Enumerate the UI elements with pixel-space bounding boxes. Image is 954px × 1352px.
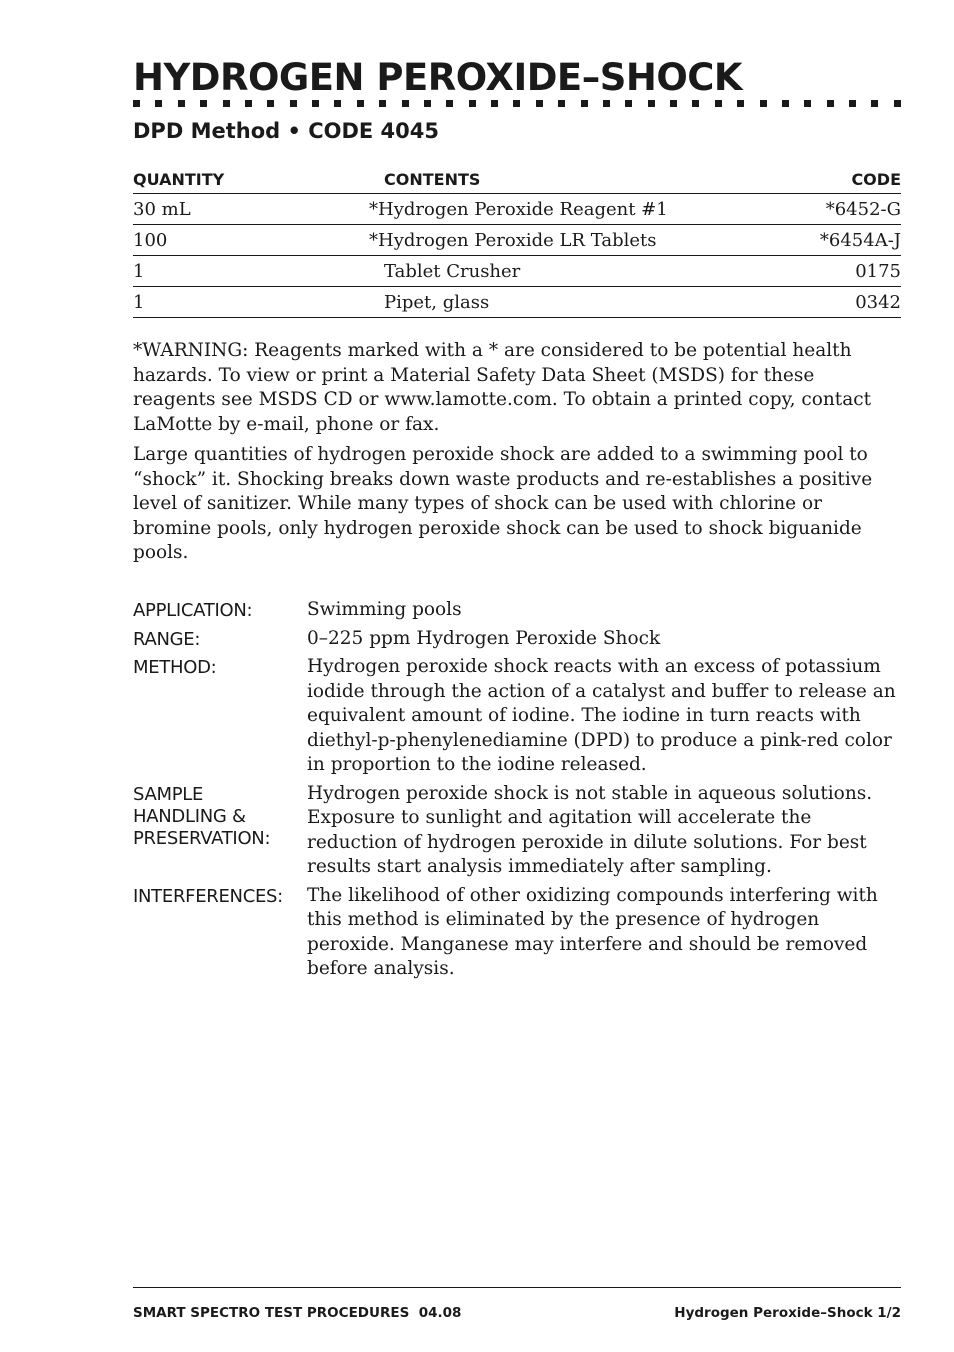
table-row [133,194,901,225]
spec-range [133,627,901,652]
spec-label: APPLICATION: [133,600,253,621]
spec-sample-handling [133,782,901,880]
cell-code: 0175 [744,256,901,287]
header-quantity: QUANTITY [133,168,369,194]
spec-method [133,655,901,778]
page-title: HYDROGEN PEROXIDE–SHOCK [133,56,743,99]
spec-text: Swimming pools [307,599,462,620]
spec-label [133,782,307,880]
spec-label: INTERFERENCES: [133,885,283,907]
cell-quantity: 1 [133,256,369,287]
spec-list [133,598,901,986]
cell-code: *6452-G [744,194,901,225]
footer-page-label: Hydrogen Peroxide–Shock 1/2 [674,1305,901,1321]
cell-contents: *Hydrogen Peroxide Reagent #1 [369,194,744,225]
table-row [133,287,901,318]
cell-quantity: 30 mL [133,194,369,225]
dotted-divider [133,100,901,108]
cell-contents: Tablet Crusher [369,256,744,287]
spec-interferences [133,884,901,982]
header-code: CODE [744,168,901,194]
header-contents: CONTENTS [369,168,744,194]
table-header-row [133,168,901,194]
cell-quantity: 1 [133,287,369,318]
spec-application [133,598,901,623]
cell-contents: *Hydrogen Peroxide LR Tablets [369,225,744,256]
spec-text: 0–225 ppm Hydrogen Peroxide Shock [307,627,661,649]
footer-publication: SMART SPECTRO TEST PROCEDURES 04.08 [133,1305,462,1321]
table-row [133,256,901,287]
spec-label: METHOD: [133,657,217,678]
warning-paragraph: *WARNING: Reagents marked with a * are considered to be potential health hazards. To view or print a Material Safety Data Sheet (MSDS) for these reagents see MSDS CD or www.lamotte.com. To obtain a printed copy, contact LaMotte by e-mail, phone or fax. [133,340,872,435]
footer-divider [133,1287,901,1288]
document-page [133,0,901,1352]
spec-label: RANGE: [133,628,201,650]
table-row [133,225,901,256]
spec-label-line: PRESERVATION: [133,827,271,849]
intro-paragraph: Large quantities of hydrogen peroxide shock are added to a swimming pool to “shock” it. Shocking breaks down waste products and re-establishes a positive level of sanitizer. While many types of shock can be used with chlorine or bromine pools, only hydrogen peroxide shock can be used to shock biguanide pools. [133,444,873,563]
cell-code: 0342 [744,287,901,318]
spec-label-line: SAMPLE [133,783,204,805]
contents-table [133,168,901,318]
spec-text: The likelihood of other oxidizing compounds interfering with this method is eliminated by the presence of hydrogen peroxide. Manganese may interfere and should be removed before analysis. [307,884,878,979]
cell-contents: Pipet, glass [369,287,744,318]
cell-quantity: 100 [133,225,369,256]
spec-label-line: HANDLING & [133,805,246,827]
cell-code: *6454A-J [744,225,901,256]
spec-text: Hydrogen peroxide shock is not stable in aqueous solutions. Exposure to sunlight and agitation will accelerate the reduction of hydrogen peroxide in dilute solutions. For best results start analysis immediately after sampling. [307,782,873,877]
spec-text: Hydrogen peroxide shock reacts with an excess of potassium iodide through the action of a catalyst and buffer to release an equivalent amount of iodine. The iodine in turn reacts with diethyl-p-phenylenediamine (DPD) to produce a pink-red color in proportion to the iodine released. [307,656,896,775]
method-subtitle: DPD Method • CODE 4045 [133,119,439,143]
